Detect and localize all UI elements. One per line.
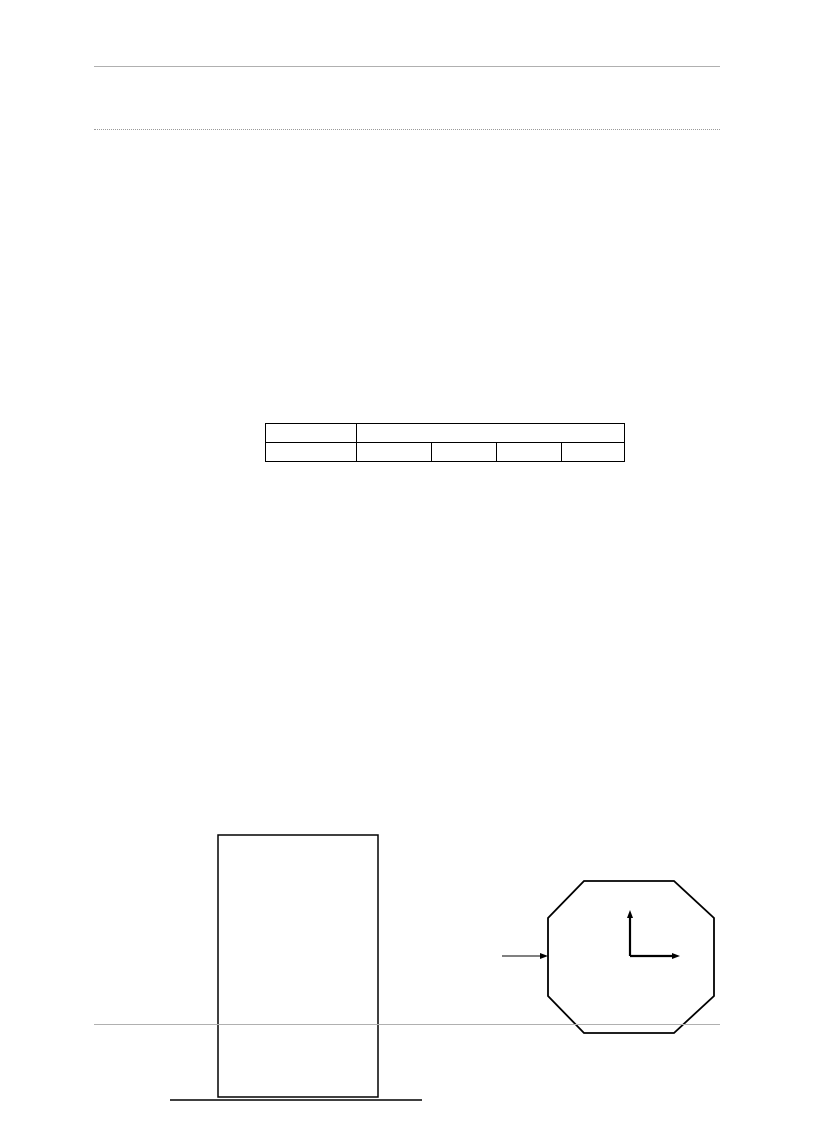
group-header [357,424,625,443]
blank-header-cell [266,443,357,462]
plan-diagram [490,866,750,1066]
col-wp [357,443,432,462]
footer-rule [94,1024,720,1025]
col-t [562,443,625,462]
wind-load-table [265,423,625,462]
elevation-diagram [160,825,430,1123]
col-height-header [266,424,357,443]
header-rule [94,66,720,67]
building-outline [218,835,378,1097]
col-ttinh [497,443,562,462]
section-divider [94,129,720,130]
col-td [432,443,497,462]
